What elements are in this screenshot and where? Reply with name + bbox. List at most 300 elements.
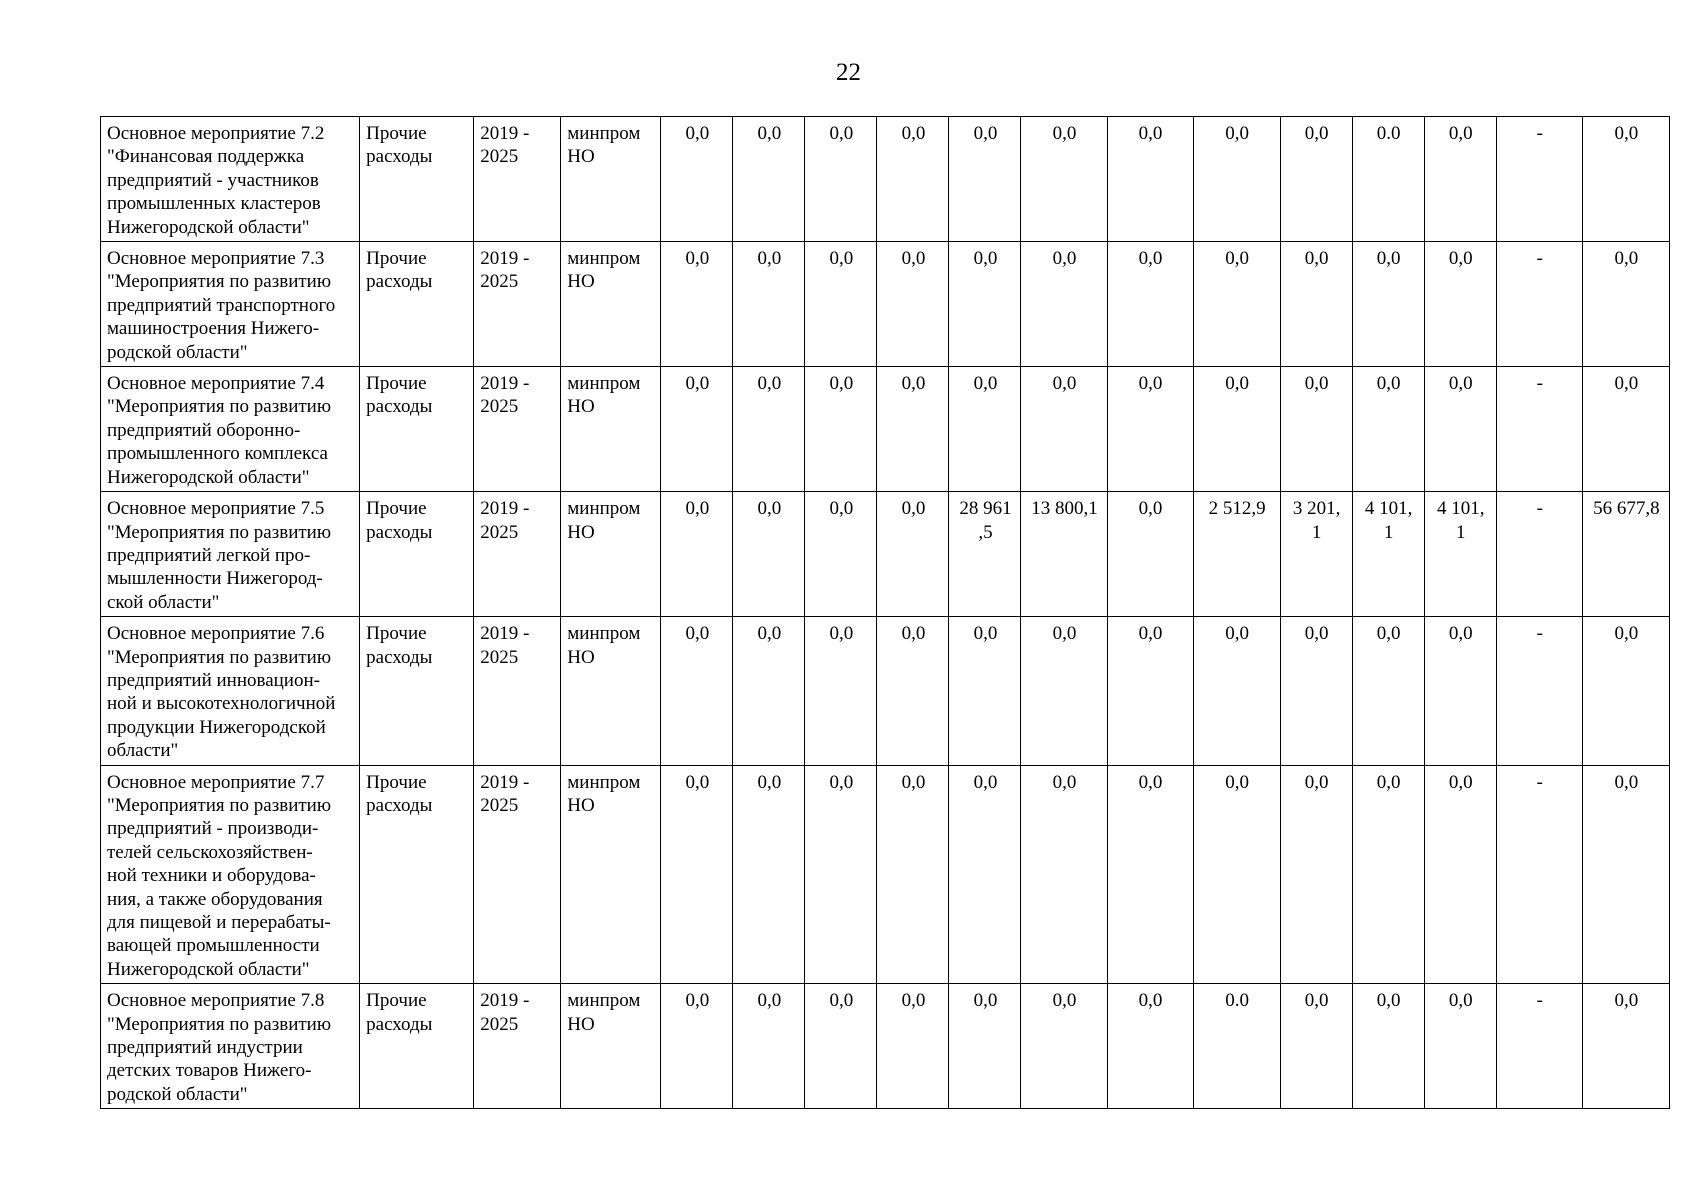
value-cell	[1107, 117, 1193, 242]
activity-name-cell-line: Основное мероприятие 7.8	[107, 990, 325, 1012]
value-cell	[1424, 117, 1496, 242]
period-cell-line: 2025	[480, 646, 519, 668]
activity-name-cell-line: промышленных кластеров	[107, 193, 321, 215]
expense-type-cell-line: Прочие	[366, 373, 427, 395]
value-cell	[1280, 367, 1352, 492]
executor-cell-line: НО	[567, 1013, 595, 1035]
value-cell	[1496, 984, 1582, 1109]
executor-cell	[561, 617, 661, 765]
value-cell	[1496, 367, 1582, 492]
value-cell-line: 0,0	[973, 248, 998, 270]
value-cell-line: 0,0	[1614, 123, 1639, 144]
value-cell	[949, 242, 1021, 367]
period-cell-line: 2019 -	[480, 771, 530, 793]
period-cell-line: 2019 -	[480, 623, 530, 645]
period-cell-line: 2025	[480, 1013, 519, 1035]
value-cell	[661, 242, 733, 367]
activity-name-cell	[101, 765, 360, 984]
activity-name-cell	[101, 492, 360, 617]
value-cell	[1582, 617, 1669, 765]
value-cell	[877, 242, 949, 367]
activity-name-cell-line: предприятий - участников	[107, 169, 319, 191]
activity-name-cell-line: Основное мероприятие 7.6	[107, 623, 325, 645]
activity-name-cell-line: ной техники и оборудова-	[107, 865, 316, 887]
expense-type-cell-line: расходы	[366, 1013, 433, 1035]
value-cell	[805, 117, 877, 242]
value-cell-line: 1	[1383, 521, 1394, 543]
value-cell-line: 0,0	[1304, 248, 1329, 270]
executor-cell-line: минпром	[567, 623, 641, 645]
value-cell	[1193, 984, 1280, 1109]
value-cell-line: -	[1536, 123, 1543, 144]
value-cell	[949, 492, 1021, 617]
value-cell	[877, 984, 949, 1109]
value-cell-line: 0,0	[1448, 248, 1473, 270]
value-cell-line: 0,0	[685, 123, 710, 144]
executor-cell-line: НО	[567, 521, 595, 543]
activity-name-cell-line: "Мероприятия по развитию	[107, 521, 332, 543]
value-cell-line: -	[1536, 990, 1543, 1012]
activity-name-cell-line: области"	[107, 740, 179, 762]
activity-name-cell-line: "Мероприятия по развитию	[107, 271, 332, 293]
activity-name-cell-line: предприятий транспортного	[107, 294, 336, 316]
value-cell	[805, 617, 877, 765]
value-cell-line: 0,0	[1376, 248, 1401, 270]
expense-type-cell	[360, 117, 474, 242]
expense-type-cell	[360, 984, 474, 1109]
value-cell-line: 0,0	[973, 990, 998, 1012]
value-cell	[1352, 242, 1424, 367]
executor-cell-line: минпром	[567, 990, 641, 1012]
expense-type-cell	[360, 492, 474, 617]
period-cell-line: 2025	[480, 396, 519, 418]
value-cell	[1424, 492, 1496, 617]
value-cell-line: 0,0	[1376, 990, 1401, 1012]
expense-type-cell-line: Прочие	[366, 771, 427, 793]
value-cell	[1352, 367, 1424, 492]
value-cell-line: 3 201,	[1292, 498, 1341, 520]
value-cell-line: 0,0	[757, 771, 782, 793]
value-cell-line: 0,0	[1448, 123, 1473, 144]
table-row	[101, 765, 1670, 984]
value-cell-line: -	[1536, 623, 1543, 645]
value-cell	[1352, 765, 1424, 984]
value-cell-line: 0,0	[1225, 123, 1249, 144]
value-cell-line: 0,0	[1225, 771, 1249, 793]
executor-cell	[561, 492, 661, 617]
period-cell-line: 2025	[480, 521, 519, 543]
expense-type-cell	[360, 765, 474, 984]
value-cell	[1582, 367, 1669, 492]
value-cell-line: 0.0	[1225, 990, 1249, 1012]
value-cell-line: 0,0	[1448, 623, 1473, 645]
activity-name-cell-line: Основное мероприятие 7.3	[107, 248, 325, 270]
value-cell-line: 0,0	[1614, 623, 1639, 645]
table-row	[101, 617, 1670, 765]
value-cell-line: 0,0	[757, 248, 782, 270]
value-cell	[1582, 984, 1669, 1109]
value-cell	[1193, 117, 1280, 242]
value-cell-line: 0,0	[685, 373, 710, 395]
value-cell-line: 0,0	[973, 373, 998, 395]
value-cell-line: 0,0	[973, 123, 998, 144]
value-cell-line: 0,0	[1052, 623, 1077, 645]
value-cell	[877, 117, 949, 242]
value-cell-line: 0,0	[1304, 373, 1329, 395]
activity-name-cell	[101, 617, 360, 765]
value-cell-line: 2 512,9	[1208, 498, 1266, 520]
period-cell	[474, 765, 561, 984]
activity-name-cell	[101, 117, 360, 242]
activity-name-cell-line: мышленности Нижегород-	[107, 568, 323, 590]
value-cell-line: 0,0	[1304, 990, 1329, 1012]
activity-name-cell-line: "Мероприятия по развитию	[107, 1013, 332, 1035]
value-cell	[661, 765, 733, 984]
activity-name-cell-line: промышленного комплекса	[107, 443, 328, 465]
value-cell-line: 0,0	[1052, 771, 1077, 793]
value-cell	[1496, 242, 1582, 367]
expense-type-cell-line: расходы	[366, 396, 433, 418]
value-cell	[733, 242, 805, 367]
value-cell-line: 0,0	[1614, 771, 1639, 793]
value-cell	[1021, 617, 1107, 765]
expense-type-cell-line: Прочие	[366, 248, 427, 270]
value-cell	[805, 984, 877, 1109]
value-cell-line: 0,0	[901, 623, 926, 645]
executor-cell	[561, 242, 661, 367]
value-cell	[1280, 765, 1352, 984]
activity-name-cell-line: продукции Нижегородской	[107, 716, 326, 738]
value-cell-line: 0,0	[1138, 771, 1163, 793]
value-cell	[1193, 367, 1280, 492]
expense-type-cell-line: расходы	[366, 646, 433, 668]
period-cell-line: 2019 -	[480, 248, 530, 270]
value-cell	[805, 765, 877, 984]
value-cell-line: 0,0	[1448, 990, 1473, 1012]
activity-name-cell-line: машиностроения Нижего-	[107, 318, 320, 340]
value-cell	[949, 765, 1021, 984]
value-cell-line: 0,0	[1138, 123, 1163, 144]
value-cell	[1496, 765, 1582, 984]
period-cell-line: 2025	[480, 794, 519, 816]
expense-type-cell-line: расходы	[366, 271, 433, 293]
value-cell	[877, 617, 949, 765]
expense-type-cell	[360, 367, 474, 492]
value-cell	[1280, 617, 1352, 765]
value-cell	[1193, 492, 1280, 617]
activity-name-cell-line: родской области"	[107, 1083, 248, 1105]
value-cell	[1424, 984, 1496, 1109]
activity-name-cell-line: "Финансовая поддержка	[107, 146, 305, 168]
period-cell-line: 2025	[480, 146, 519, 168]
activity-name-cell-line: "Мероприятия по развитию	[107, 646, 332, 668]
value-cell	[1107, 492, 1193, 617]
value-cell	[1193, 765, 1280, 984]
value-cell-line: 0,0	[1304, 771, 1329, 793]
value-cell-line: 0,0	[1052, 248, 1077, 270]
activity-name-cell	[101, 367, 360, 492]
expense-type-cell	[360, 617, 474, 765]
value-cell-line: 0,0	[685, 771, 710, 793]
value-cell-line: 0,0	[685, 623, 710, 645]
activity-name-cell-line: Основное мероприятие 7.4	[107, 373, 325, 395]
value-cell	[733, 117, 805, 242]
value-cell	[661, 117, 733, 242]
activity-name-cell-line: предприятий оборонно-	[107, 419, 301, 441]
value-cell-line: 4 101,	[1364, 498, 1413, 520]
value-cell-line: 0,0	[1376, 373, 1401, 395]
expense-type-cell-line: Прочие	[366, 498, 427, 520]
value-cell-line: 0,0	[829, 771, 854, 793]
value-cell-line: 0,0	[685, 248, 710, 270]
value-cell	[1352, 117, 1424, 242]
executor-cell-line: НО	[567, 646, 595, 668]
value-cell-line: 0,0	[829, 990, 854, 1012]
activity-name-cell	[101, 984, 360, 1109]
value-cell	[1107, 765, 1193, 984]
value-cell	[877, 765, 949, 984]
value-cell	[733, 492, 805, 617]
value-cell	[1021, 117, 1107, 242]
value-cell	[1021, 765, 1107, 984]
value-cell-line: 4 101,	[1436, 498, 1485, 520]
value-cell	[661, 984, 733, 1109]
activity-name-cell-line: Основное мероприятие 7.5	[107, 498, 325, 520]
value-cell	[949, 617, 1021, 765]
value-cell-line: 0,0	[757, 373, 782, 395]
period-cell-line: 2019 -	[480, 123, 530, 144]
value-cell	[949, 117, 1021, 242]
value-cell	[1352, 984, 1424, 1109]
value-cell-line: 0,0	[1376, 623, 1401, 645]
value-cell	[661, 617, 733, 765]
expense-type-cell	[360, 242, 474, 367]
executor-cell-line: НО	[567, 271, 595, 293]
value-cell	[733, 765, 805, 984]
value-cell-line: -	[1536, 498, 1543, 520]
value-cell-line: 28 961	[959, 498, 1012, 520]
value-cell-line: 0,0	[973, 771, 998, 793]
value-cell-line: 0,0	[829, 498, 854, 520]
value-cell	[1021, 492, 1107, 617]
table-row	[101, 367, 1670, 492]
expense-type-cell-line: Прочие	[366, 623, 427, 645]
value-cell	[1280, 492, 1352, 617]
activity-name-cell-line: родской области"	[107, 341, 248, 363]
value-cell-line: 0,0	[685, 498, 710, 520]
table-row	[101, 984, 1670, 1109]
activity-name-cell-line: Нижегородской области"	[107, 216, 310, 238]
executor-cell	[561, 765, 661, 984]
value-cell-line: 0,0	[1614, 373, 1639, 395]
value-cell-line: 1	[1455, 521, 1466, 543]
value-cell-line: 0,0	[1448, 771, 1473, 793]
value-cell-line: 56 677,8	[1593, 498, 1660, 520]
value-cell-line: 0,0	[1052, 373, 1077, 395]
activity-name-cell-line: Нижегородской области"	[107, 466, 310, 488]
value-cell-line: 0,0	[901, 771, 926, 793]
value-cell	[1280, 117, 1352, 242]
value-cell	[1193, 242, 1280, 367]
value-cell-line: 0,0	[1138, 623, 1163, 645]
table-row	[101, 117, 1670, 242]
activity-name-cell-line: предприятий - производи-	[107, 818, 319, 840]
value-cell-line: 0,0	[901, 498, 926, 520]
value-cell-line: 0,0	[1225, 248, 1249, 270]
activity-name-cell-line: детских товаров Нижего-	[107, 1060, 312, 1082]
value-cell-line: 0,0	[1614, 990, 1639, 1012]
period-cell	[474, 367, 561, 492]
activity-name-cell-line: ния, а также оборудования	[107, 888, 323, 910]
executor-cell-line: минпром	[567, 498, 641, 520]
value-cell-line: 0,0	[1376, 771, 1401, 793]
activity-name-cell-line: предприятий инновацион-	[107, 669, 320, 691]
value-cell	[733, 617, 805, 765]
period-cell	[474, 242, 561, 367]
value-cell-line: 0,0	[901, 248, 926, 270]
value-cell	[1352, 617, 1424, 765]
period-cell	[474, 117, 561, 242]
value-cell	[1280, 984, 1352, 1109]
value-cell-line: 0,0	[757, 123, 782, 144]
activity-name-cell-line: "Мероприятия по развитию	[107, 794, 332, 816]
value-cell-line: 0,0	[757, 990, 782, 1012]
activity-name-cell-line: "Мероприятия по развитию	[107, 396, 332, 418]
value-cell-line: 0,0	[829, 123, 854, 144]
value-cell-line: 13 800,1	[1031, 498, 1098, 520]
value-cell	[1107, 242, 1193, 367]
value-cell	[877, 367, 949, 492]
value-cell-line: 0,0	[1225, 623, 1249, 645]
value-cell	[661, 367, 733, 492]
value-cell	[1582, 492, 1669, 617]
executor-cell-line: НО	[567, 396, 595, 418]
executor-cell	[561, 984, 661, 1109]
value-cell	[1424, 242, 1496, 367]
value-cell-line: 0,0	[757, 623, 782, 645]
value-cell-line: 0,0	[1304, 123, 1329, 144]
value-cell	[1193, 617, 1280, 765]
period-cell-line: 2019 -	[480, 990, 530, 1012]
value-cell-line: ,5	[978, 521, 993, 543]
period-cell-line: 2025	[480, 271, 519, 293]
table-row	[101, 492, 1670, 617]
value-cell-line: 0,0	[901, 123, 926, 144]
value-cell	[1107, 617, 1193, 765]
period-cell-line: 2019 -	[480, 498, 530, 520]
value-cell-line: 0,0	[829, 248, 854, 270]
table-row	[101, 242, 1670, 367]
value-cell-line: 0,0	[1138, 373, 1163, 395]
value-cell-line: 0.0	[1376, 123, 1401, 144]
executor-cell-line: НО	[567, 146, 595, 168]
value-cell-line: 0,0	[1138, 248, 1163, 270]
value-cell-line: 0,0	[1304, 623, 1329, 645]
value-cell	[1424, 367, 1496, 492]
value-cell	[949, 367, 1021, 492]
value-cell	[1582, 117, 1669, 242]
value-cell-line: 0,0	[1052, 990, 1077, 1012]
value-cell	[1021, 984, 1107, 1109]
executor-cell	[561, 367, 661, 492]
value-cell	[661, 492, 733, 617]
executor-cell	[561, 117, 661, 242]
value-cell	[1496, 617, 1582, 765]
period-cell	[474, 492, 561, 617]
period-cell	[474, 617, 561, 765]
expense-type-cell-line: расходы	[366, 794, 433, 816]
value-cell-line: 0,0	[1052, 123, 1077, 144]
value-cell-line: 0,0	[685, 990, 710, 1012]
value-cell	[877, 492, 949, 617]
value-cell-line: 0,0	[973, 623, 998, 645]
executor-cell-line: минпром	[567, 771, 641, 793]
value-cell-line: 0,0	[757, 498, 782, 520]
value-cell	[1107, 367, 1193, 492]
value-cell	[1280, 242, 1352, 367]
value-cell-line: -	[1536, 248, 1543, 270]
value-cell-line: 0,0	[829, 623, 854, 645]
value-cell-line: 0,0	[1138, 990, 1163, 1012]
period-cell	[474, 984, 561, 1109]
activity-name-cell-line: предприятий легкой про-	[107, 544, 311, 566]
value-cell-line: 0,0	[1448, 373, 1473, 395]
value-cell	[1424, 617, 1496, 765]
value-cell-line: -	[1536, 373, 1543, 395]
activity-name-cell-line: ной и высокотехнологичной	[107, 693, 336, 715]
value-cell	[733, 984, 805, 1109]
activity-name-cell-line: предприятий индустрии	[107, 1037, 303, 1059]
value-cell	[1496, 492, 1582, 617]
value-cell	[733, 367, 805, 492]
expense-type-cell-line: расходы	[366, 521, 433, 543]
value-cell	[1496, 117, 1582, 242]
activity-name-cell-line: ской области"	[107, 591, 220, 613]
activity-name-cell-line: Нижегородской области"	[107, 958, 310, 980]
value-cell-line: 1	[1311, 521, 1322, 543]
period-cell-line: 2019 -	[480, 373, 530, 395]
value-cell	[1582, 765, 1669, 984]
value-cell-line: 0,0	[1138, 498, 1163, 520]
activity-name-cell-line: вающей промышленности	[107, 935, 320, 957]
value-cell	[1424, 765, 1496, 984]
executor-cell-line: НО	[567, 794, 595, 816]
value-cell	[949, 984, 1021, 1109]
value-cell	[805, 367, 877, 492]
executor-cell-line: минпром	[567, 248, 641, 270]
value-cell	[1352, 492, 1424, 617]
value-cell-line: 0,0	[829, 373, 854, 395]
activity-name-cell-line: Основное мероприятие 7.7	[107, 771, 325, 793]
activity-name-cell-line: телей сельскохозяйствен-	[107, 841, 313, 863]
activity-name-cell-line: для пищевой и перерабаты-	[107, 912, 331, 933]
value-cell	[1107, 984, 1193, 1109]
expense-type-cell-line: Прочие	[366, 990, 427, 1012]
value-cell	[1021, 367, 1107, 492]
value-cell-line: 0,0	[1614, 248, 1639, 270]
expense-type-cell-line: расходы	[366, 146, 433, 168]
executor-cell-line: минпром	[567, 373, 641, 395]
value-cell-line: 0,0	[1225, 373, 1249, 395]
expense-type-cell-line: Прочие	[366, 123, 427, 144]
value-cell	[1021, 242, 1107, 367]
executor-cell-line: минпром	[567, 123, 641, 144]
value-cell-line: -	[1536, 771, 1543, 793]
value-cell	[805, 242, 877, 367]
value-cell-line: 0,0	[901, 990, 926, 1012]
activity-name-cell	[101, 242, 360, 367]
funding-table	[100, 116, 1670, 1109]
